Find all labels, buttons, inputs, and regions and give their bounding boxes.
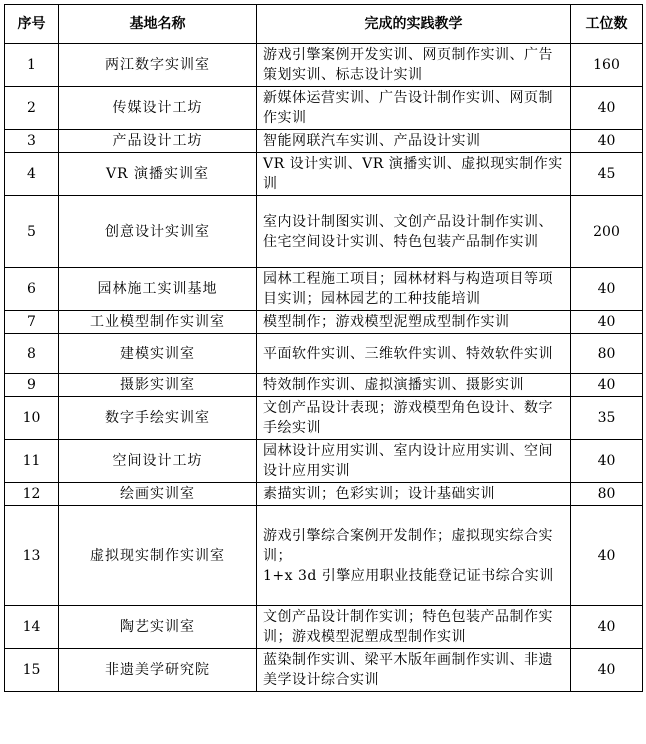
table-row [5,268,643,311]
row-index: 8 [5,334,59,374]
practice-content-line: VR 设计实训、VR 演播实训、虚拟现实制作实训 [263,156,563,192]
practice-content-line: 文创产品设计表现；游戏模型角色设计、数字手绘实训 [263,400,553,436]
header-station-count: 工位数 [571,5,643,44]
row-practice-content [257,397,571,440]
row-index: 15 [5,649,59,692]
practice-content-line: 蓝染制作实训、梁平木版年画制作实训、非遗美学设计综合实训 [263,652,553,688]
row-base-name: VR 演播实训室 [59,153,257,196]
practice-content-line: 新媒体运营实训、广告设计制作实训、网页制作实训 [263,90,553,126]
row-practice-content [257,44,571,87]
practice-content-line: 园林工程施工项目；园林材料与构造项目等项目实训；园林园艺的工种技能培训 [263,271,553,307]
row-base-name: 两江数字实训室 [59,44,257,87]
table-row [5,311,643,334]
row-index: 6 [5,268,59,311]
table-row [5,483,643,506]
table-row [5,506,643,606]
row-index: 10 [5,397,59,440]
row-station-count: 45 [571,153,643,196]
row-base-name: 陶艺实训室 [59,606,257,649]
row-station-count: 40 [571,506,643,606]
table-body [5,44,643,692]
header-index: 序号 [5,5,59,44]
header-practice-content: 完成的实践教学 [257,5,571,44]
practice-content-line: 平面软件实训、三维软件实训、特效软件实训 [263,345,553,362]
row-index: 7 [5,311,59,334]
practice-content-line: 特效制作实训、虚拟演播实训、摄影实训 [263,377,524,393]
practice-content-line: 文创产品设计制作实训；特色包装产品制作实训；游戏模型泥塑成型制作实训 [263,609,553,645]
row-base-name: 建模实训室 [59,334,257,374]
row-station-count: 40 [571,374,643,397]
row-index: 4 [5,153,59,196]
row-station-count: 80 [571,483,643,506]
row-practice-content [257,268,571,311]
practice-content-line: 室内设计制图实训、文创产品设计制作实训、住宅空间设计实训、特色包装产品制作实训 [263,213,553,250]
table-row [5,606,643,649]
row-index: 1 [5,44,59,87]
row-practice-content [257,153,571,196]
table-row [5,649,643,692]
row-index: 14 [5,606,59,649]
row-base-name: 非遗美学研究院 [59,649,257,692]
row-station-count: 40 [571,606,643,649]
practice-content-line: 智能网联汽车实训、产品设计实训 [263,133,481,149]
row-station-count: 200 [571,196,643,268]
row-base-name: 空间设计工坊 [59,440,257,483]
row-station-count: 40 [571,311,643,334]
practice-content-line: 园林设计应用实训、室内设计应用实训、空间设计应用实训 [263,443,553,479]
row-practice-content [257,440,571,483]
row-practice-content [257,130,571,153]
table-row [5,44,643,87]
row-station-count: 40 [571,440,643,483]
practice-base-table [4,4,643,692]
row-base-name: 摄影实训室 [59,374,257,397]
practice-content-line: 模型制作；游戏模型泥塑成型制作实训 [263,314,510,330]
row-station-count: 35 [571,397,643,440]
row-practice-content [257,606,571,649]
row-station-count: 160 [571,44,643,87]
row-station-count: 40 [571,649,643,692]
row-practice-content [257,87,571,130]
table-row [5,440,643,483]
table-header-row [5,5,643,44]
row-base-name: 园林施工实训基地 [59,268,257,311]
table-row [5,397,643,440]
row-index: 12 [5,483,59,506]
table-row [5,87,643,130]
header-base-name: 基地名称 [59,5,257,44]
row-practice-content [257,311,571,334]
row-base-name: 数字手绘实训室 [59,397,257,440]
practice-content-line: 游戏引擎案例开发实训、网页制作实训、广告策划实训、标志设计实训 [263,47,553,83]
practice-content-line: 素描实训；色彩实训；设计基础实训 [263,486,495,502]
row-practice-content [257,334,571,374]
row-base-name: 传媒设计工坊 [59,87,257,130]
table-row [5,153,643,196]
table-row [5,334,643,374]
row-index: 11 [5,440,59,483]
row-practice-content [257,506,571,606]
row-index: 5 [5,196,59,268]
row-base-name: 虚拟现实制作实训室 [59,506,257,606]
row-base-name: 绘画实训室 [59,483,257,506]
table-row [5,130,643,153]
row-index: 9 [5,374,59,397]
row-station-count: 40 [571,87,643,130]
practice-content-line: 游戏引擎综合案例开发制作；虚拟现实综合实训； [263,527,553,564]
row-station-count: 40 [571,130,643,153]
row-base-name: 产品设计工坊 [59,130,257,153]
row-index: 13 [5,506,59,606]
row-base-name: 工业模型制作实训室 [59,311,257,334]
table-row [5,374,643,397]
row-practice-content [257,374,571,397]
table-row [5,196,643,268]
row-base-name: 创意设计实训室 [59,196,257,268]
practice-content-line: 1+x 3d 引擎应用职业技能登记证书综合实训 [263,567,554,584]
row-index: 2 [5,87,59,130]
row-station-count: 80 [571,334,643,374]
row-practice-content [257,196,571,268]
row-practice-content [257,483,571,506]
row-practice-content [257,649,571,692]
row-station-count: 40 [571,268,643,311]
row-index: 3 [5,130,59,153]
